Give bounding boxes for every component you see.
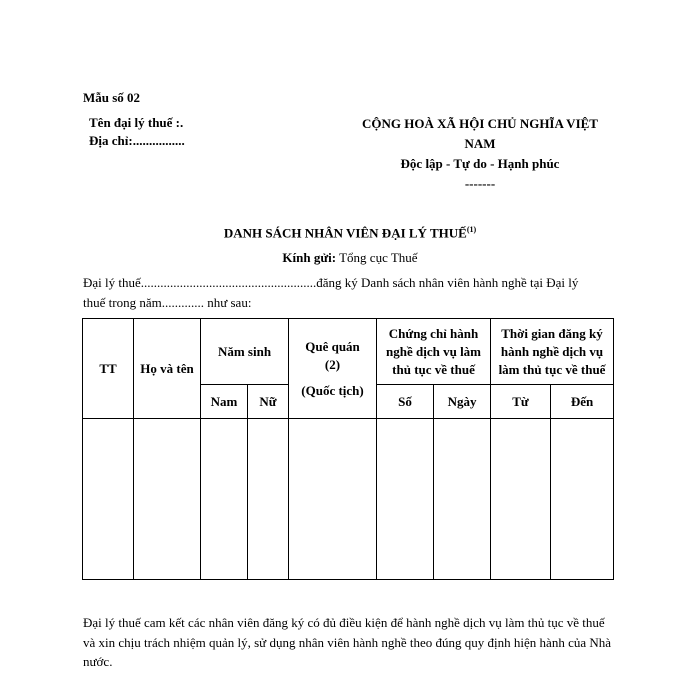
header-hometown xyxy=(289,319,377,419)
cell-birth-female xyxy=(248,419,289,580)
header-name: Họ và tên xyxy=(134,319,201,419)
header-cert-number: Số xyxy=(377,385,434,419)
title-footnote: (1) xyxy=(466,225,477,234)
form-number: Mẫu số 02 xyxy=(83,90,141,105)
header-tt: TT xyxy=(83,319,134,419)
header-period: Thời gian đăng ký hành nghề dịch vụ làm thủ tục về thuế xyxy=(491,319,614,385)
staff-table xyxy=(82,318,614,580)
intro-line-2: thuế trong năm............. như sau: xyxy=(83,295,252,310)
table-row xyxy=(83,419,614,580)
recipient-label: Kính gửi: xyxy=(282,250,337,265)
cell-cert-number xyxy=(377,419,434,580)
cell-period-to xyxy=(551,419,614,580)
recipient-value: Tổng cục Thuế xyxy=(339,250,418,265)
document-title xyxy=(0,225,700,241)
header-birth-female: Nữ xyxy=(248,385,289,419)
cell-tt xyxy=(83,419,134,580)
header-birth-male: Nam xyxy=(201,385,248,419)
agent-address-label: Địa chỉ:................ xyxy=(89,133,185,148)
cell-period-from xyxy=(491,419,551,580)
header-certificate: Chứng chỉ hành nghề dịch vụ làm thủ tục về thuế xyxy=(377,319,491,385)
header-hometown-line3: (Quốc tịch) xyxy=(301,382,364,398)
national-motto: Độc lập - Tự do - Hạnh phúc xyxy=(400,156,560,171)
header-period-to: Đến xyxy=(551,385,614,419)
recipient xyxy=(0,250,700,266)
nation-name-line1: CỘNG HOÀ XÃ HỘI CHỦ NGHĨA VIỆT xyxy=(362,116,598,131)
document-title-text: DANH SÁCH NHÂN VIÊN ĐẠI LÝ THUẾ xyxy=(223,225,467,241)
cell-name xyxy=(134,419,201,580)
nation-name-line2: NAM xyxy=(464,136,496,151)
header-hometown-line2: (2) xyxy=(324,356,341,372)
header-birth-year: Năm sinh xyxy=(201,319,289,385)
national-header xyxy=(330,114,630,194)
agent-name-label: Tên đại lý thuế :. xyxy=(89,115,184,130)
header-separator: ------- xyxy=(464,176,496,191)
intro-line-1: Đại lý thuế......................................................đăng ký Danh sách nhân viên hành nghề tại Đại lý xyxy=(83,275,579,290)
cell-birth-male xyxy=(201,419,248,580)
commitment-paragraph: Đại lý thuế cam kết các nhân viên đăng ký có đủ điều kiện để hành nghề dịch vụ làm thủ tục về thuế và xin chịu trách nhiệm quản lý, sử dụng nhân viên hành nghề theo đúng quy định hiện hành của Nhà nước. xyxy=(83,615,612,669)
header-cert-date: Ngày xyxy=(434,385,491,419)
cell-cert-date xyxy=(434,419,491,580)
header-hometown-line1: Quê quán xyxy=(305,338,360,354)
cell-hometown xyxy=(289,419,377,580)
header-period-from: Từ xyxy=(491,385,551,419)
